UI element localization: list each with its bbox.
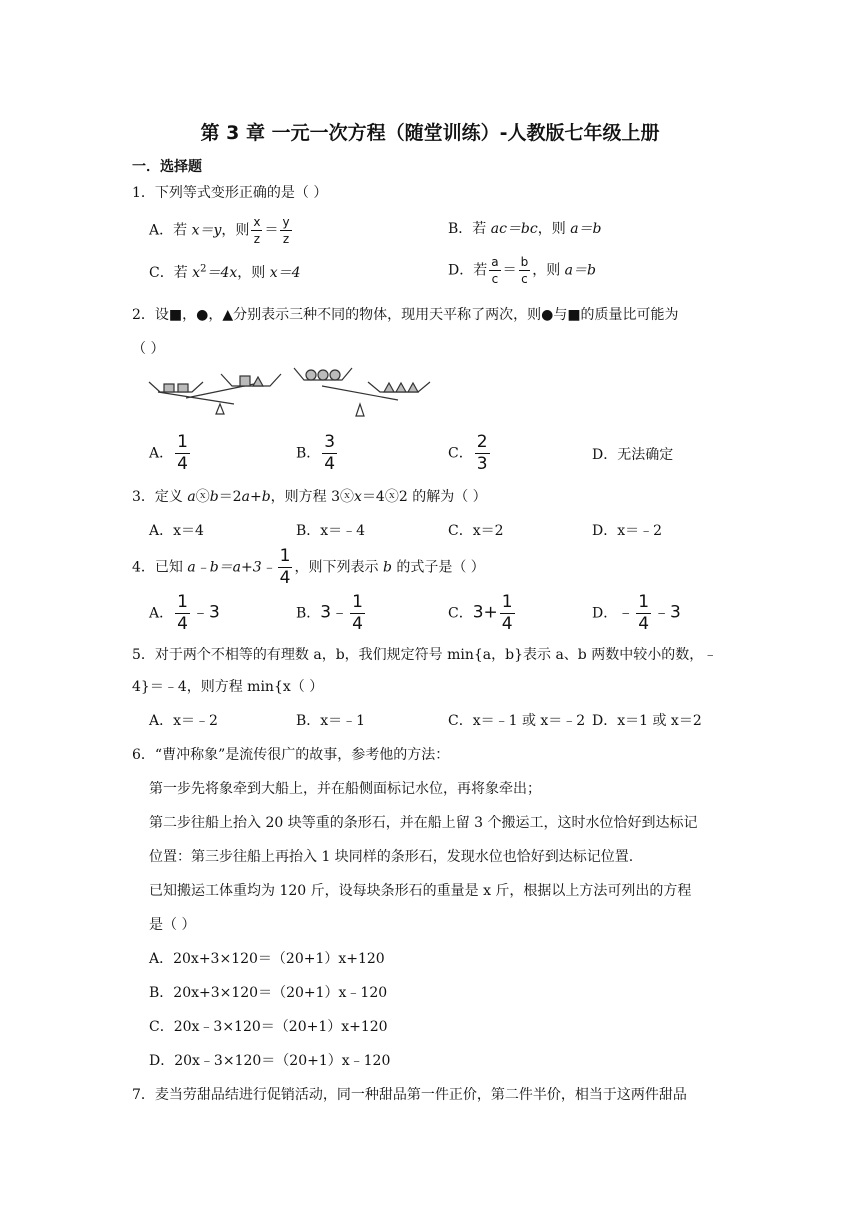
q4-option-a: A． $\frac{1}{4}$ ﹣3 [149, 592, 220, 634]
fraction [519, 256, 531, 285]
circle-shape [330, 370, 340, 380]
right-fulcrum [356, 404, 364, 416]
question-3-stem: 3．定义 aⓧb＝2a+b，则方程 3ⓧx＝4ⓧ2 的解为（ ） [132, 489, 487, 505]
fraction: $\frac{1}{4}$ [352, 592, 363, 634]
left-beam [158, 392, 234, 404]
left-fulcrum [216, 404, 224, 414]
fraction: $\frac{1}{4}$ [638, 592, 650, 634]
triangle-shape [384, 383, 394, 392]
question-5-stem-cont: 4}＝﹣4，则方程 min{x（ ） [132, 679, 324, 695]
denominator: z [253, 232, 261, 246]
math-expr: x [192, 265, 201, 281]
q5-option-c: C．x＝﹣1 或 x＝﹣2 [448, 713, 586, 729]
square-shape [164, 384, 174, 392]
math-expr: x＝4 [269, 265, 301, 281]
q2-option-c [448, 434, 492, 473]
q5-option-d: D．x＝1 或 x＝2 [592, 713, 702, 729]
option-label: D．若 [448, 262, 488, 279]
circle-shape [318, 370, 328, 380]
balance-scale-figure [146, 362, 436, 418]
section-heading: 一．选择题 [132, 159, 202, 175]
math-expr: a＝b [564, 262, 596, 279]
math-expr: a＝b [570, 221, 602, 237]
question-6-paragraph: 已知搬运工体重均为 120 斤，设每块条形石的重量是 x 斤，根据以上方法可列出的方程 [149, 883, 692, 899]
math-expr: x＝y [191, 222, 222, 239]
left-balance [149, 374, 281, 414]
question-2-stem: 2．设■，●，▲分别表示三种不同的物体，现用天平称了两次，则●与■的质量比可能为 [132, 307, 679, 323]
q1-option-d [448, 256, 596, 285]
question-4-stem: 4．已知 a﹣b＝a+3﹣ $\frac{1}{4}$ ，则下列表示 b 的式子是（ ） [132, 546, 485, 588]
question-6-paragraph: 是（ ） [149, 917, 196, 933]
q2-option-b [296, 434, 339, 473]
q1-option-c [149, 262, 301, 282]
denominator: c [521, 272, 528, 286]
option-label: C．若 [149, 265, 193, 281]
q6-option-c: C．20x﹣3×120＝（20+1）x+120 [149, 1019, 388, 1035]
fraction [280, 216, 291, 245]
denominator: 3 [476, 454, 488, 474]
option-label: A．若 [149, 222, 192, 239]
triangle-shape [396, 383, 406, 392]
left-pan-left [149, 382, 203, 392]
q3-option-a: A．x＝4 [149, 523, 204, 539]
numerator: y [282, 215, 290, 229]
q4-option-c: C．3+ $\frac{1}{4}$ [448, 592, 513, 634]
question-7-stem: 7．麦当劳甜品结进行促销活动，同一种甜品第一件正价，第二件半价，相当于这两件甜品 [132, 1087, 687, 1103]
fraction [322, 434, 337, 473]
q6-option-b: B．20x+3×120＝（20+1）x﹣120 [149, 985, 388, 1001]
question-5-stem: 5．对于两个不相等的有理数 a，b，我们规定符号 min{a，b}表示 a、b 两数中较小的数，﹣ [132, 647, 718, 663]
question-6-paragraph: 第二步往船上抬入 20 块等重的条形石，并在船上留 3 个搬运工，这时水位恰好到达标记 [149, 815, 698, 831]
option-label: B．若 [448, 221, 491, 237]
text-fragment: ，则 [237, 265, 270, 281]
denominator: 4 [324, 454, 336, 474]
numerator: x [253, 215, 261, 229]
q3-option-c: C．x＝2 [448, 523, 504, 539]
q1-option-a [149, 216, 294, 245]
q2-option-d: D．无法确定 [592, 447, 674, 463]
q1-option-b [448, 218, 602, 238]
fraction [251, 216, 262, 245]
option-label: B． [296, 445, 321, 462]
text-fragment: ，则 [537, 221, 571, 237]
q3-option-b: B．x＝﹣4 [296, 523, 366, 539]
square-shape [178, 384, 188, 392]
q6-option-a: A．20x+3×120＝（20+1）x+120 [149, 951, 385, 967]
equals-sign: ＝ [502, 262, 517, 279]
numerator: 1 [177, 432, 188, 452]
option-label: A． [149, 445, 174, 462]
fraction: $\frac{1}{4}$ [501, 592, 513, 634]
fraction [175, 434, 190, 473]
option-label: C． [448, 445, 473, 462]
triangle-shape [408, 383, 418, 392]
text-fragment: ，则 [221, 222, 250, 239]
q5-option-b: B．x＝﹣1 [296, 713, 366, 729]
question-2-stem-cont: （ ） [132, 341, 165, 357]
denominator: z [282, 232, 290, 246]
numerator: b [520, 255, 529, 269]
question-6-paragraph: 位置：第三步往船上再抬入 1 块同样的条形石，发现水位也恰好到达标记位置. [149, 849, 634, 865]
superscript: 2 [200, 263, 207, 275]
triangle-shape [253, 377, 263, 386]
numerator: 2 [476, 432, 488, 452]
fraction [489, 256, 500, 285]
numerator: a [491, 255, 499, 269]
math-expr: ac＝bc [490, 221, 538, 237]
question-1-stem: 1．下列等式变形正确的是（ ） [132, 185, 328, 201]
circle-shape [306, 370, 316, 380]
q3-option-d: D．x＝﹣2 [592, 523, 663, 539]
denominator: c [491, 272, 499, 286]
right-balance [294, 368, 430, 416]
q6-option-d: D．20x﹣3×120＝（20+1）x﹣120 [149, 1053, 391, 1069]
q5-option-a: A．x＝﹣2 [149, 713, 218, 729]
fraction [475, 434, 490, 473]
equals-sign: ＝ [264, 222, 279, 239]
page-title: 第 3 章 一元一次方程（随堂训练）-人教版七年级上册 [200, 122, 660, 144]
numerator: 3 [324, 432, 336, 452]
math-expr: ＝4x [206, 265, 238, 281]
denominator: 4 [177, 454, 188, 474]
q4-option-d: D．﹣ $\frac{1}{4}$ ﹣3 [592, 592, 681, 634]
q2-option-a [149, 434, 192, 473]
fraction: $\frac{1}{4}$ [279, 546, 291, 588]
text-fragment: ，则 [532, 262, 565, 279]
question-6-paragraph: 第一步先将象牵到大船上，并在船侧面标记水位，再将象牵出； [149, 781, 541, 797]
q4-option-b: B．3﹣ $\frac{1}{4}$ [296, 592, 363, 634]
question-6-stem: 6．“曹冲称象”是流传很广的故事，参考他的方法： [132, 747, 450, 763]
square-shape [240, 376, 250, 386]
fraction: $\frac{1}{4}$ [177, 592, 188, 634]
